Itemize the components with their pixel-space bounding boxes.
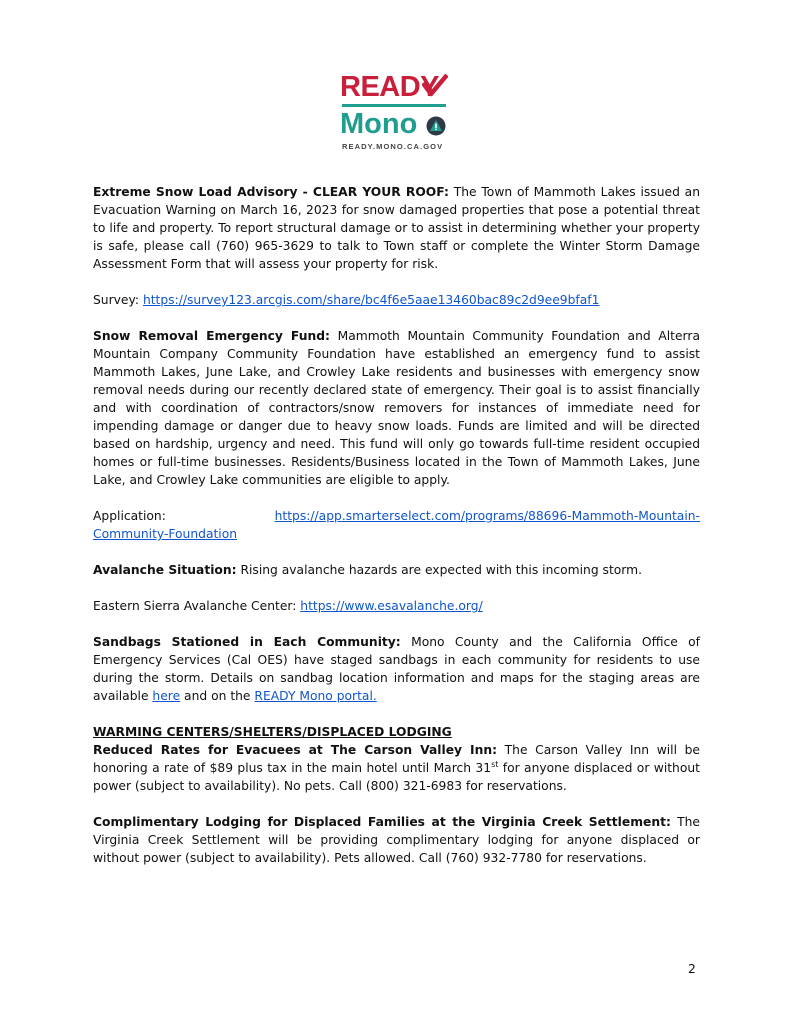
- survey-label: Survey:: [93, 293, 143, 307]
- warning-badge-icon: [426, 116, 446, 136]
- snow-removal-heading: Snow Removal Emergency Fund:: [93, 329, 330, 343]
- esac-label: Eastern Sierra Avalanche Center:: [93, 599, 301, 613]
- avalanche-paragraph: [93, 561, 700, 579]
- carson-superscript: st: [491, 759, 499, 769]
- checkmark-icon: [422, 74, 448, 98]
- ready-mono-logo: [340, 72, 450, 157]
- snow-load-body: The Town of Mammoth Lakes issued an Evacuation Warning on March 16, 2023 for snow damaged properties that pose a potential threat to life and property. To report structural damage or to assist in determining whether your property is safe, please call (760) 965-3629 to talk to Town staff or complete the Winter Storm Damage Assessment Form that will assess your property for risk.: [93, 185, 701, 271]
- esac-link[interactable]: https://www.esavalanche.org/: [300, 599, 483, 613]
- application-row: [93, 507, 700, 525]
- application-continuation: [93, 525, 700, 543]
- logo-ready-text: READY: [340, 71, 440, 103]
- application-link-part2[interactable]: Community-Foundation: [93, 527, 238, 541]
- snow-load-paragraph: [93, 183, 700, 273]
- sandbags-body: Mono County and the California Office of Emergency Services (Cal OES) have staged sandbags in each community for residents to use during the storm. Details on sandbag location information and maps for the staging areas are available: [93, 635, 701, 703]
- sandbags-mid: and on the: [180, 689, 255, 703]
- warming-centers-heading: WARMING CENTERS/SHELTERS/DISPLACED LODGING: [93, 725, 452, 739]
- logo-divider: [342, 104, 446, 107]
- snow-removal-body: Mammoth Mountain Community Foundation and Alterra Mountain Company Community Foundation have established an emergency fund to assist Mammoth Lakes, June Lake, and Crowley Lake residents and businesses with emergency snow removal needs during our recently declared state of emergency. Their goal is to assist financially and with coordination of contractors/snow removers for instances of immediate need for impending damage or danger due to heavy snow loads. Funds are limited and will be directed based on hardship, urgency and need. This fund will only go towards full-time resident occupied homes or full-time businesses. Residents/Business located in the Town of Mammoth Lakes, June Lake, and Crowley Lake communities are eligible to apply.: [93, 329, 700, 487]
- sandbags-paragraph: [93, 633, 700, 705]
- survey-link[interactable]: https://survey123.arcgis.com/share/bc4f6e5aae13460bac89c2d9ee9bfaf1: [142, 293, 600, 307]
- virginia-body: The Virginia Creek Settlement will be providing complimentary lodging for anyone displaced or without power (subject to availability). Pets allowed. Call (760) 932-7780 for reservations.: [93, 815, 700, 865]
- warming-heading-paragraph: [93, 723, 700, 741]
- carson-body-a: The Carson Valley Inn will be honoring a rate of $89 plus tax in the main hotel until March 31: [93, 743, 700, 775]
- virginia-paragraph: [93, 813, 700, 867]
- carson-paragraph: [93, 741, 700, 795]
- sandbags-heading: Sandbags Stationed in Each Community:: [93, 635, 401, 649]
- sandbags-here-link[interactable]: here: [152, 689, 181, 703]
- snow-load-heading: Extreme Snow Load Advisory - CLEAR YOUR ROOF:: [93, 185, 449, 199]
- ready-mono-portal-link[interactable]: READY Mono portal.: [254, 689, 377, 703]
- application-link-part1[interactable]: https://app.smarterselect.com/programs/88696-Mammoth-Mountain-: [274, 509, 700, 523]
- avalanche-body: Rising avalanche hazards are expected with this incoming storm.: [236, 563, 643, 577]
- esac-paragraph: [93, 597, 700, 615]
- logo-url: READY.MONO.CA.GOV: [342, 142, 444, 151]
- snow-removal-paragraph: [93, 327, 700, 489]
- carson-body-b: for anyone displaced or without power (subject to availability). No pets. Call (800) 321-6983 for reservations.: [93, 761, 700, 793]
- page-number: 2: [688, 962, 696, 976]
- logo-mono-text: Mono: [340, 108, 418, 140]
- document-body: [93, 183, 700, 867]
- virginia-heading: Complimentary Lodging for Displaced Families at the Virginia Creek Settlement:: [93, 815, 671, 829]
- carson-heading: Reduced Rates for Evacuees at The Carson Valley Inn:: [93, 743, 498, 757]
- application-label: Application:: [93, 509, 166, 523]
- survey-paragraph: [93, 291, 700, 309]
- avalanche-heading: Avalanche Situation:: [93, 563, 237, 577]
